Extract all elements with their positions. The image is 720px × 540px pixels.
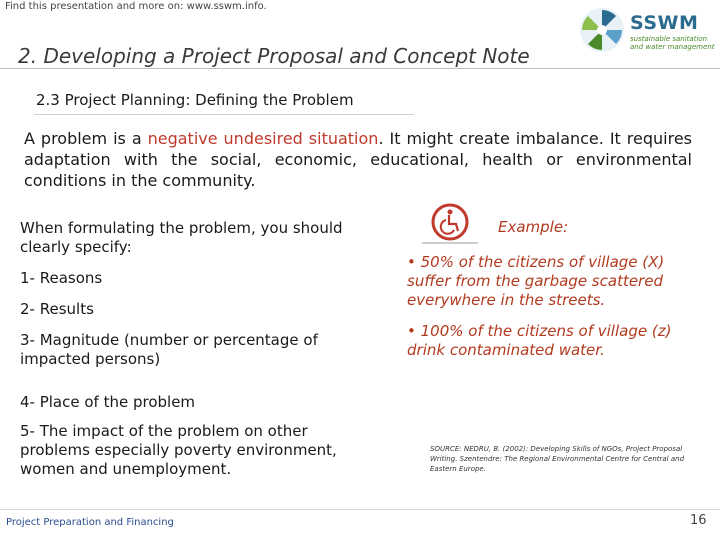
page-number: 16 <box>690 513 707 528</box>
header-note: Find this presentation and more on: www.sswm.info. <box>5 1 267 12</box>
footer-divider <box>0 509 720 510</box>
wheelchair-icon <box>420 203 480 245</box>
example-label: Example: <box>498 218 569 236</box>
intro-highlight: negative undesired situation <box>147 129 379 148</box>
intro-paragraph <box>24 128 692 191</box>
slide-title: 2. Developing a Project Proposal and Concept Note <box>18 44 530 68</box>
intro-suffix: . It might create imbalance. It requires adaptation with the social, economic, educational, health or environmental conditions in the community. <box>24 129 693 190</box>
list-item: 5- The impact of the problem on other problems especially poverty environment, women and unemployment. <box>20 422 337 478</box>
specify-lead: When formulating the problem, you should clearly specify: <box>20 219 343 256</box>
list-item: 1- Reasons <box>20 269 103 287</box>
specify-list-continued <box>20 393 380 489</box>
example-bullet: • 50% of the citizens of village (X) suffer from the garbage scattered everywhere in the streets. <box>407 253 665 309</box>
example-bullet: • 100% of the citizens of village (z) drink contaminated water. <box>407 322 672 359</box>
section-subtitle: 2.3 Project Planning: Defining the Problem <box>36 91 354 109</box>
source-citation: SOURCE: NEDRU, B. (2002): Developing Skills of NGOs, Project Proposal Writing. Szentendre: The Regional Environmental Centre for Central and Eastern Europe. <box>430 445 685 473</box>
logo-wordmark: SSWM <box>630 12 699 34</box>
title-divider <box>0 68 720 69</box>
footer-label: Project Preparation and Financing <box>6 517 174 528</box>
list-item: 3- Magnitude (number or percentage of impacted persons) <box>20 331 318 368</box>
list-item: 2- Results <box>20 300 94 318</box>
pinwheel-icon <box>580 8 624 52</box>
example-bullets <box>407 253 695 372</box>
list-item: 4- Place of the problem <box>20 393 196 411</box>
subtitle-divider <box>34 114 414 115</box>
logo-tagline: sustainable sanitation and water management <box>630 35 715 51</box>
intro-prefix: A problem is a <box>24 129 148 148</box>
specify-list <box>20 219 380 381</box>
